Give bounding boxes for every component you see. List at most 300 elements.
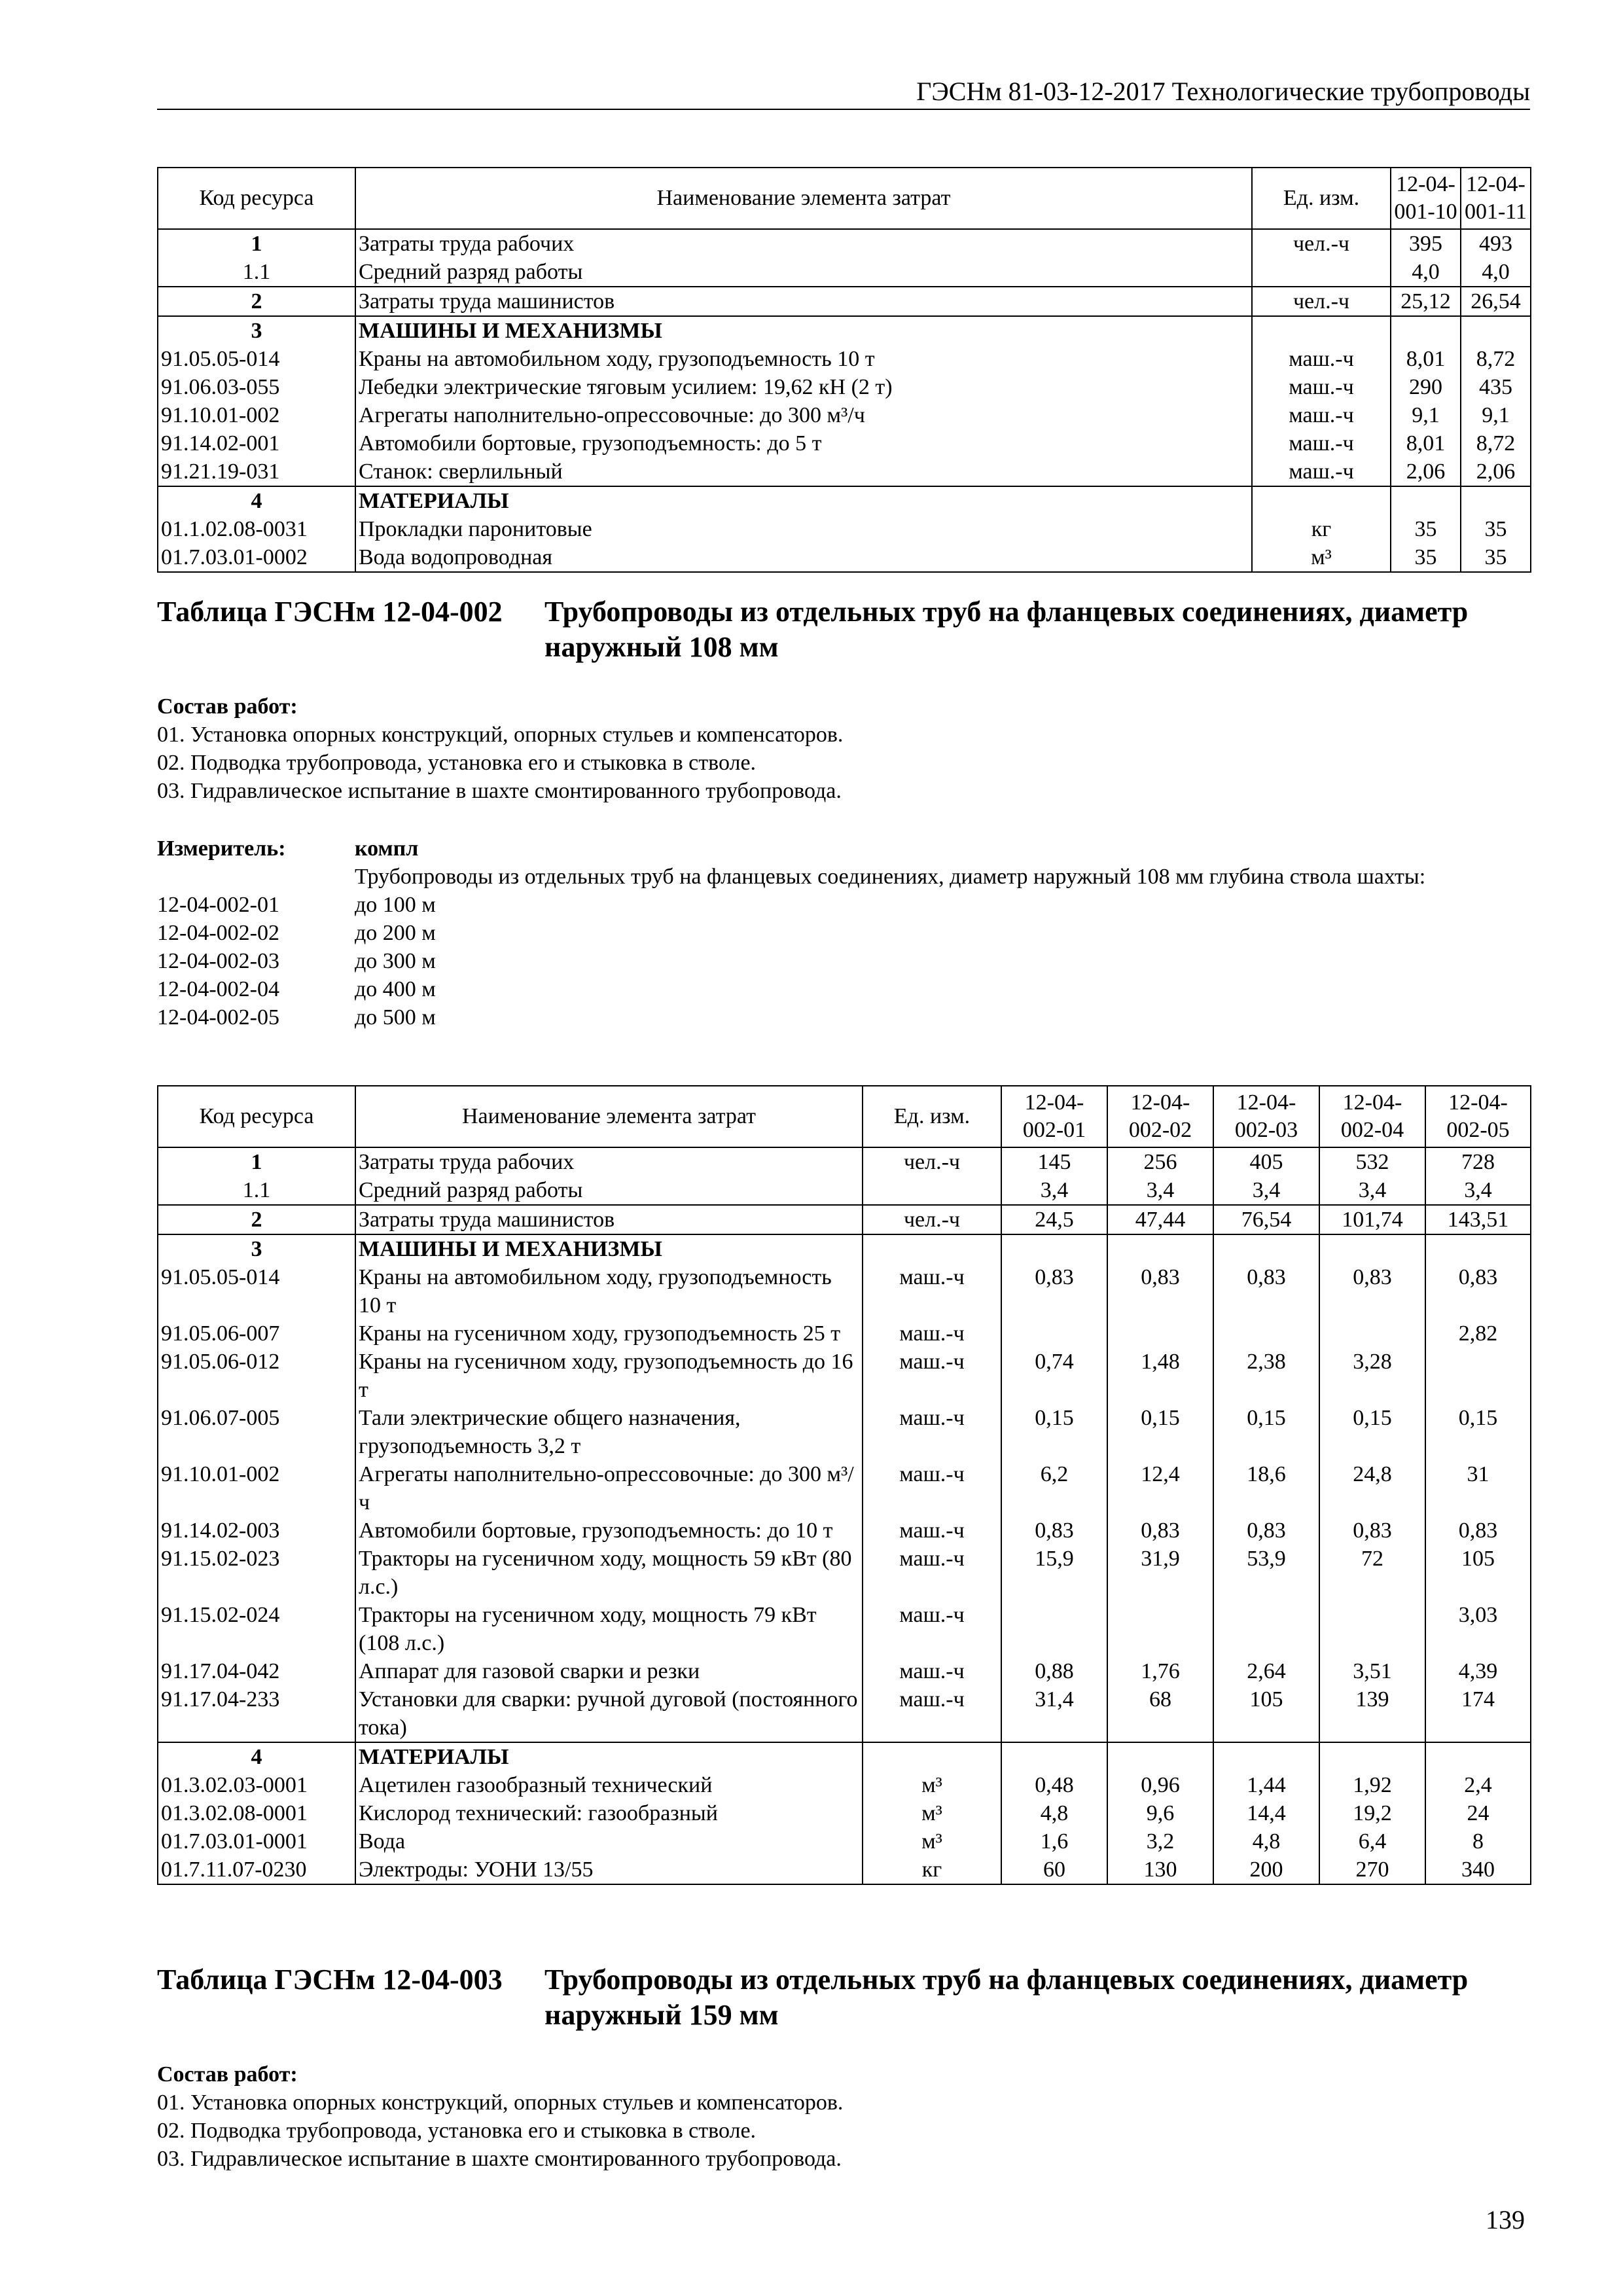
running-header: ГЭСНм 81-03-12-2017 Технологические трубопроводы (916, 77, 1530, 106)
resource-code: 01.7.03.01-0002 (158, 543, 355, 572)
resource-value: 31,9 (1107, 1545, 1213, 1601)
meter-row (157, 863, 1530, 891)
resource-value: 200 (1213, 1856, 1319, 1884)
resource-value: 3,51 (1319, 1657, 1425, 1685)
work-item: 03. Гидравлическое испытание в шахте смонтированного трубопровода. (157, 2147, 842, 2171)
resource-value: 3,4 (1425, 1176, 1531, 1205)
meter-item (157, 947, 1530, 975)
resource-name: Затраты труда рабочих (355, 229, 1252, 258)
resource-value: 60 (1001, 1856, 1107, 1884)
resource-value (1319, 1234, 1425, 1263)
resource-value: 0,15 (1107, 1404, 1213, 1460)
resource-code: 2 (158, 1205, 355, 1234)
resource-unit (863, 1176, 1001, 1205)
resource-name: Тракторы на гусеничном ходу, мощность 79 кВт (108 л.с.) (355, 1601, 863, 1657)
resource-value: 270 (1319, 1856, 1425, 1884)
resource-code: 01.1.02.08-0031 (158, 515, 355, 543)
resource-name: Ацетилен газообразный технический (355, 1771, 863, 1799)
work-composition (157, 2060, 1530, 2173)
resource-value: 0,83 (1425, 1263, 1531, 1319)
meter-item (157, 1003, 1530, 1031)
resource-value: 1,76 (1107, 1657, 1213, 1685)
resource-value: 105 (1425, 1545, 1531, 1601)
resource-value: 15,9 (1001, 1545, 1107, 1601)
table-row (158, 1799, 1531, 1827)
resource-unit: маш.-ч (863, 1460, 1001, 1516)
meter-item-text: до 100 м (355, 893, 436, 917)
resource-value: 2,38 (1213, 1348, 1319, 1404)
table-row (158, 1147, 1531, 1176)
resource-value: 2,06 (1391, 457, 1461, 486)
resource-value: 0,15 (1425, 1404, 1531, 1460)
resource-value (1107, 1601, 1213, 1657)
resource-value: 0,83 (1425, 1516, 1531, 1545)
resource-name: Электроды: УОНИ 13/55 (355, 1856, 863, 1884)
resource-unit: маш.-ч (863, 1601, 1001, 1657)
resource-value (1425, 1742, 1531, 1771)
resource-code: 91.17.04-233 (158, 1685, 355, 1742)
resource-value: 35 (1461, 515, 1531, 543)
table-row (158, 229, 1531, 258)
table-row (158, 1516, 1531, 1545)
resource-value: 0,83 (1213, 1263, 1319, 1319)
table-row (158, 543, 1531, 572)
resource-value: 4,39 (1425, 1657, 1531, 1685)
resource-value: 0,15 (1213, 1404, 1319, 1460)
table-row (158, 1234, 1531, 1263)
resource-name: Краны на автомобильном ходу, грузоподъемность 10 т (355, 345, 1252, 373)
header-col: 12-04-001-11 (1461, 168, 1531, 229)
resource-value: 25,12 (1391, 287, 1461, 316)
resource-value: 145 (1001, 1147, 1107, 1176)
work-item: 02. Подводка трубопровода, установка его и стыковка в стволе. (157, 751, 757, 775)
resource-unit: маш.-ч (863, 1545, 1001, 1601)
table-row (158, 258, 1531, 287)
resource-unit: маш.-ч (863, 1657, 1001, 1685)
resource-value: 405 (1213, 1147, 1319, 1176)
resource-unit: маш.-ч (863, 1685, 1001, 1742)
resource-value (1213, 1319, 1319, 1348)
meter-row (157, 834, 1530, 863)
table-row (158, 345, 1531, 373)
resource-value: 3,28 (1319, 1348, 1425, 1404)
resource-unit (1252, 258, 1391, 287)
table-row (158, 287, 1531, 316)
meter-item-code: 12-04-002-04 (157, 977, 279, 1001)
work-item: 02. Подводка трубопровода, установка его и стыковка в стволе. (157, 2119, 757, 2143)
resource-unit: маш.-ч (863, 1263, 1001, 1319)
meter-item-code: 12-04-002-01 (157, 893, 279, 917)
table-row (158, 1827, 1531, 1856)
work-composition (157, 692, 1530, 805)
table-row (158, 1348, 1531, 1404)
resource-name: Затраты труда машинистов (355, 1205, 863, 1234)
meter-item-text: до 300 м (355, 949, 436, 973)
resource-unit: маш.-ч (863, 1319, 1001, 1348)
resource-code: 01.7.11.07-0230 (158, 1856, 355, 1884)
meter-item (157, 891, 1530, 919)
resource-value: 130 (1107, 1856, 1213, 1884)
resource-value: 19,2 (1319, 1799, 1425, 1827)
resource-code: 4 (158, 486, 355, 515)
resource-value (1425, 1234, 1531, 1263)
resource-value: 4,8 (1213, 1827, 1319, 1856)
table-row (158, 1176, 1531, 1205)
resource-code: 91.05.06-012 (158, 1348, 355, 1404)
resource-code: 91.15.02-023 (158, 1545, 355, 1601)
resource-value: 0,15 (1319, 1404, 1425, 1460)
meter-item-text: до 500 м (355, 1005, 436, 1030)
resource-unit: маш.-ч (863, 1348, 1001, 1404)
meter-item-text: до 400 м (355, 977, 436, 1001)
resource-value: 1,44 (1213, 1771, 1319, 1799)
resource-name: Краны на гусеничном ходу, грузоподъемность до 16 т (355, 1348, 863, 1404)
resource-value: 35 (1391, 543, 1461, 572)
meter-item (157, 975, 1530, 1003)
meter-unit: компл (355, 836, 419, 861)
resource-unit: чел.-ч (1252, 287, 1391, 316)
resource-unit: кг (863, 1856, 1001, 1884)
resource-value: 2,06 (1461, 457, 1531, 486)
meter-item-code: 12-04-002-02 (157, 921, 279, 945)
header-col: 12-04-001-10 (1391, 168, 1461, 229)
resource-name: МАШИНЫ И МЕХАНИЗМЫ (355, 1234, 863, 1263)
table-row (158, 1205, 1531, 1234)
resource-value: 0,83 (1319, 1263, 1425, 1319)
resource-value (1425, 1348, 1531, 1404)
resource-code: 91.21.19-031 (158, 457, 355, 486)
resource-value (1213, 1601, 1319, 1657)
resource-code: 01.7.03.01-0001 (158, 1827, 355, 1856)
table-row (158, 401, 1531, 429)
meter-label: Измеритель: (157, 836, 286, 861)
table-row (158, 373, 1531, 401)
resource-code: 91.17.04-042 (158, 1657, 355, 1685)
resource-value: 0,96 (1107, 1771, 1213, 1799)
resource-code: 91.05.05-014 (158, 1263, 355, 1319)
resource-code: 1.1 (158, 1176, 355, 1205)
resource-table-12-04-001 (157, 167, 1531, 573)
works-label: Состав работ: (157, 694, 298, 719)
resource-value: 0,48 (1001, 1771, 1107, 1799)
header-unit: Ед. изм. (1252, 168, 1391, 229)
table-row (158, 1685, 1531, 1742)
resource-value: 24 (1425, 1799, 1531, 1827)
resource-value: 256 (1107, 1147, 1213, 1176)
resource-unit: маш.-ч (863, 1516, 1001, 1545)
resource-value: 105 (1213, 1685, 1319, 1742)
resource-value: 68 (1107, 1685, 1213, 1742)
resource-value: 139 (1319, 1685, 1425, 1742)
resource-value: 76,54 (1213, 1205, 1319, 1234)
header-code: Код ресурса (158, 1086, 355, 1147)
resource-value: 143,51 (1425, 1205, 1531, 1234)
resource-code: 91.14.02-003 (158, 1516, 355, 1545)
resource-value: 0,83 (1001, 1516, 1107, 1545)
resource-value (1319, 1601, 1425, 1657)
resource-value: 8,01 (1391, 345, 1461, 373)
works-label: Состав работ: (157, 2062, 298, 2087)
resource-value (1001, 1601, 1107, 1657)
resource-name: Агрегаты наполнительно-опрессовочные: до 300 м³/ч (355, 401, 1252, 429)
table-row (158, 1404, 1531, 1460)
table-header-row (158, 1086, 1531, 1147)
work-item: 01. Установка опорных конструкций, опорных стульев и компенсаторов. (157, 2090, 844, 2115)
header-col: 12-04-002-03 (1213, 1086, 1319, 1147)
resource-value: 290 (1391, 373, 1461, 401)
resource-code: 2 (158, 287, 355, 316)
resource-name: Средний разряд работы (355, 1176, 863, 1205)
table-row (158, 1771, 1531, 1799)
resource-value: 532 (1319, 1147, 1425, 1176)
resource-unit: чел.-ч (1252, 229, 1391, 258)
resource-unit: маш.-ч (1252, 345, 1391, 373)
table-row (158, 429, 1531, 457)
resource-value: 35 (1461, 543, 1531, 572)
resource-value: 0,88 (1001, 1657, 1107, 1685)
resource-value: 3,4 (1319, 1176, 1425, 1205)
resource-unit: м³ (863, 1771, 1001, 1799)
resource-value: 72 (1319, 1545, 1425, 1601)
resource-value (1213, 1234, 1319, 1263)
resource-value: 3,4 (1001, 1176, 1107, 1205)
resource-value (1001, 1319, 1107, 1348)
header-col: 12-04-002-05 (1425, 1086, 1531, 1147)
table-row (158, 316, 1531, 345)
resource-code: 91.15.02-024 (158, 1601, 355, 1657)
resource-value: 728 (1425, 1147, 1531, 1176)
resource-value: 340 (1425, 1856, 1531, 1884)
resource-unit: маш.-ч (863, 1404, 1001, 1460)
resource-value: 0,83 (1319, 1516, 1425, 1545)
resource-value (1107, 1319, 1213, 1348)
resource-value (1107, 1234, 1213, 1263)
resource-value: 0,83 (1001, 1263, 1107, 1319)
resource-unit (863, 1234, 1001, 1263)
resource-name: Аппарат для газовой сварки и резки (355, 1657, 863, 1685)
table-row (158, 515, 1531, 543)
resource-value: 4,8 (1001, 1799, 1107, 1827)
resource-unit: м³ (863, 1827, 1001, 1856)
resource-name: Агрегаты наполнительно-опрессовочные: до 300 м³/ч (355, 1460, 863, 1516)
meter-item-code: 12-04-002-03 (157, 949, 279, 973)
resource-value: 174 (1425, 1685, 1531, 1742)
meter-item (157, 919, 1530, 947)
resource-unit: маш.-ч (1252, 457, 1391, 486)
resource-value (1001, 1742, 1107, 1771)
work-item: 03. Гидравлическое испытание в шахте смонтированного трубопровода. (157, 779, 842, 803)
table-row (158, 1263, 1531, 1319)
resource-name: МАТЕРИАЛЫ (355, 486, 1252, 515)
resource-value: 18,6 (1213, 1460, 1319, 1516)
resource-name: Установки для сварки: ручной дуговой (постоянного тока) (355, 1685, 863, 1742)
header-rule (157, 109, 1530, 110)
resource-code: 1 (158, 1147, 355, 1176)
resource-value: 8 (1425, 1827, 1531, 1856)
resource-value (1213, 1742, 1319, 1771)
page-number: 139 (1486, 2205, 1525, 2234)
resource-code: 4 (158, 1742, 355, 1771)
table-row (158, 1460, 1531, 1516)
resource-value: 8,72 (1461, 345, 1531, 373)
resource-code: 91.10.01-002 (158, 401, 355, 429)
resource-value: 31,4 (1001, 1685, 1107, 1742)
resource-value: 6,2 (1001, 1460, 1107, 1516)
resource-code: 01.3.02.03-0001 (158, 1771, 355, 1799)
resource-value: 3,4 (1107, 1176, 1213, 1205)
resource-code: 91.05.05-014 (158, 345, 355, 373)
resource-value: 0,83 (1107, 1263, 1213, 1319)
resource-value (1391, 316, 1461, 345)
resource-value: 1,92 (1319, 1771, 1425, 1799)
resource-value: 2,82 (1425, 1319, 1531, 1348)
resource-value: 395 (1391, 229, 1461, 258)
table-code: Таблица ГЭСНм 12-04-003 (157, 1964, 503, 1996)
table-row (158, 1601, 1531, 1657)
resource-value (1461, 316, 1531, 345)
resource-unit: м³ (863, 1799, 1001, 1827)
resource-value: 14,4 (1213, 1799, 1319, 1827)
resource-value: 4,0 (1391, 258, 1461, 287)
resource-value: 3,03 (1425, 1601, 1531, 1657)
resource-name: Затраты труда рабочих (355, 1147, 863, 1176)
resource-value: 493 (1461, 229, 1531, 258)
resource-value: 26,54 (1461, 287, 1531, 316)
resource-value: 9,1 (1461, 401, 1531, 429)
resource-name: Станок: сверлильный (355, 457, 1252, 486)
header-code: Код ресурса (158, 168, 355, 229)
resource-table-12-04-002 (157, 1085, 1531, 1885)
resource-name: Тали электрические общего назначения, грузоподъемность 3,2 т (355, 1404, 863, 1460)
resource-value: 0,74 (1001, 1348, 1107, 1404)
resource-unit: маш.-ч (1252, 401, 1391, 429)
resource-value: 0,15 (1001, 1404, 1107, 1460)
resource-value: 12,4 (1107, 1460, 1213, 1516)
resource-name: Автомобили бортовые, грузоподъемность: до 10 т (355, 1516, 863, 1545)
meter-item-code: 12-04-002-05 (157, 1005, 279, 1030)
resource-unit: кг (1252, 515, 1391, 543)
resource-value: 24,5 (1001, 1205, 1107, 1234)
resource-value: 9,6 (1107, 1799, 1213, 1827)
resource-name: Краны на автомобильном ходу, грузоподъемность 10 т (355, 1263, 863, 1319)
resource-code: 91.06.03-055 (158, 373, 355, 401)
resource-value (1461, 486, 1531, 515)
resource-name: Краны на гусеничном ходу, грузоподъемность 25 т (355, 1319, 863, 1348)
table-row (158, 1742, 1531, 1771)
resource-name: Кислород технический: газообразный (355, 1799, 863, 1827)
resource-value (1319, 1742, 1425, 1771)
resource-value: 8,01 (1391, 429, 1461, 457)
table-row (158, 486, 1531, 515)
resource-value: 3,2 (1107, 1827, 1213, 1856)
resource-unit: м³ (1252, 543, 1391, 572)
table-body (158, 1147, 1531, 1884)
resource-value: 1,6 (1001, 1827, 1107, 1856)
resource-code: 91.06.07-005 (158, 1404, 355, 1460)
resource-value (1319, 1319, 1425, 1348)
resource-name: МАШИНЫ И МЕХАНИЗМЫ (355, 316, 1252, 345)
resource-name: Затраты труда машинистов (355, 287, 1252, 316)
meter-item-text: до 200 м (355, 921, 436, 945)
resource-value: 0,83 (1107, 1516, 1213, 1545)
resource-code: 3 (158, 1234, 355, 1263)
header-col: 12-04-002-04 (1319, 1086, 1425, 1147)
resource-value (1001, 1234, 1107, 1263)
resource-value: 4,0 (1461, 258, 1531, 287)
resource-code: 01.3.02.08-0001 (158, 1799, 355, 1827)
table-body (158, 229, 1531, 572)
resource-code: 1.1 (158, 258, 355, 287)
resource-value (1107, 1742, 1213, 1771)
table-name: Трубопроводы из отдельных труб на фланцевых соединениях, диаметр наружный 108 мм (544, 596, 1469, 663)
resource-name: Вода водопроводная (355, 543, 1252, 572)
meter-block (157, 834, 1530, 1031)
resource-value: 53,9 (1213, 1545, 1319, 1601)
header-name: Наименование элемента затрат (355, 168, 1252, 229)
table-row (158, 457, 1531, 486)
resource-value (1391, 486, 1461, 515)
table-header-row (158, 168, 1531, 229)
resource-name: Тракторы на гусеничном ходу, мощность 59 кВт (80 л.с.) (355, 1545, 863, 1601)
resource-value: 101,74 (1319, 1205, 1425, 1234)
resource-name: МАТЕРИАЛЫ (355, 1742, 863, 1771)
resource-code: 1 (158, 229, 355, 258)
resource-unit: маш.-ч (1252, 429, 1391, 457)
resource-unit (1252, 486, 1391, 515)
table-row (158, 1319, 1531, 1348)
resource-unit: маш.-ч (1252, 373, 1391, 401)
resource-value: 24,8 (1319, 1460, 1425, 1516)
resource-name: Автомобили бортовые, грузоподъемность: до 5 т (355, 429, 1252, 457)
resource-name: Прокладки паронитовые (355, 515, 1252, 543)
resource-value: 9,1 (1391, 401, 1461, 429)
resource-value: 6,4 (1319, 1827, 1425, 1856)
resource-unit: чел.-ч (863, 1205, 1001, 1234)
resource-value: 435 (1461, 373, 1531, 401)
header-col: 12-04-002-01 (1001, 1086, 1107, 1147)
table-row (158, 1657, 1531, 1685)
meter-description: Трубопроводы из отдельных труб на фланцевых соединениях, диаметр наружный 108 мм глубина ствола шахты: (355, 865, 1426, 889)
resource-value: 8,72 (1461, 429, 1531, 457)
resource-code: 3 (158, 316, 355, 345)
resource-unit (863, 1742, 1001, 1771)
resource-code: 91.10.01-002 (158, 1460, 355, 1516)
header-col: 12-04-002-02 (1107, 1086, 1213, 1147)
resource-unit (1252, 316, 1391, 345)
resource-value: 2,64 (1213, 1657, 1319, 1685)
table-row (158, 1545, 1531, 1601)
resource-name: Средний разряд работы (355, 258, 1252, 287)
resource-value: 47,44 (1107, 1205, 1213, 1234)
resource-code: 91.05.06-007 (158, 1319, 355, 1348)
resource-name: Вода (355, 1827, 863, 1856)
work-item: 01. Установка опорных конструкций, опорных стульев и компенсаторов. (157, 723, 844, 747)
header-unit: Ед. изм. (863, 1086, 1001, 1147)
resource-unit: чел.-ч (863, 1147, 1001, 1176)
table-row (158, 1856, 1531, 1884)
resource-code: 91.14.02-001 (158, 429, 355, 457)
resource-value: 3,4 (1213, 1176, 1319, 1205)
table-code: Таблица ГЭСНм 12-04-002 (157, 596, 503, 628)
header-name: Наименование элемента затрат (355, 1086, 863, 1147)
resource-value: 2,4 (1425, 1771, 1531, 1799)
resource-value: 31 (1425, 1460, 1531, 1516)
resource-value: 1,48 (1107, 1348, 1213, 1404)
resource-name: Лебедки электрические тяговым усилием: 19,62 кН (2 т) (355, 373, 1252, 401)
resource-value: 35 (1391, 515, 1461, 543)
table-name: Трубопроводы из отдельных труб на фланцевых соединениях, диаметр наружный 159 мм (544, 1964, 1469, 2031)
resource-value: 0,83 (1213, 1516, 1319, 1545)
